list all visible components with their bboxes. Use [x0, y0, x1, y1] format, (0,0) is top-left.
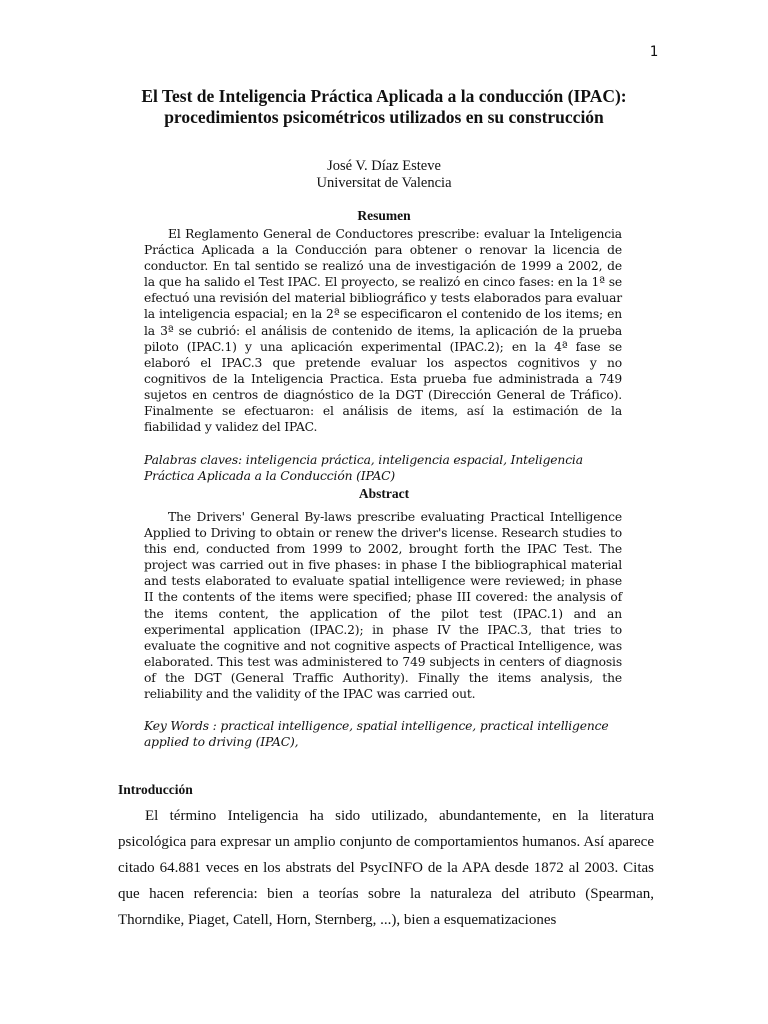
introduccion-heading: Introducción	[118, 782, 193, 797]
page-number: 1	[649, 44, 658, 60]
abstract-heading: Abstract	[358, 486, 410, 501]
title-line-2: procedimientos psicométricos utilizados en su construcción	[164, 107, 604, 127]
resumen-heading: Resumen	[357, 208, 411, 223]
author-name: José V. Díaz Esteve	[327, 158, 441, 174]
abstract-paragraph: The Drivers' General By-laws prescribe evaluating Practical Intelligence Applied to Driving to obtain or renew the driver's license. Research studies to this end, conducted from 1999 to 2002, brought forth the IPAC Test. The project was carried out in five phases: in phase I the bibliographical material and tests elaborated to evaluate spatial intelligence were reviewed; in phase II the contents of the items were specified; phase III covered: the analysis of the items content, the application of the pilot test (IPAC.1) and an experimental application (IPAC.2); in phase IV the IPAC.3, that tries to evaluate the cognitive and not cognitive aspects of Practical Intelligence, was elaborated. This test was administered to 749 subjects in centers of diagnosis of the DGT (General Traffic Authority). Finally the items analysis, the reliability and the validity of the IPAC was carried out.	[144, 510, 622, 702]
introduccion-paragraph: El término Inteligencia ha sido utilizado, abundantemente, en la literatura psicológica para expresar un amplio conjunto de comportamientos humanos. Así aparece citado 64.881 veces en los abstrats del PsycINFO de la APA desde 1872 al 2003. Citas que hacen referencia: bien a teorías sobre la naturaleza del atributo (Spearman, Thorndike, Piaget, Catell, Horn, Sternberg, ...), bien a esquematizaciones	[118, 808, 654, 928]
paper-title	[60, 86, 708, 128]
author-block	[0, 158, 768, 192]
abstract-keywords: Key Words : practical intelligence, spatial intelligence, practical intelligence applied to driving (IPAC),	[144, 719, 609, 749]
title-line-1: El Test de Inteligencia Práctica Aplicada a la conducción (IPAC):	[141, 86, 627, 106]
author-affiliation: Universitat de Valencia	[316, 175, 452, 191]
resumen-body	[144, 226, 622, 435]
abstract-body	[144, 509, 622, 702]
resumen-paragraph: El Reglamento General de Conductores prescribe: evaluar la Inteligencia Práctica Aplicada a la Conducción para obtener o renovar la licencia de conductor. En tal sentido se realizó una de investigación de 1999 a 2002, de la que ha salido el Test IPAC. El proyecto, se realizó en cinco fases: en la 1ª se efectuó una revisión del material bibliográfico y tests elaborados para evaluar la inteligencia espacial; en la 2ª se especificaron el contenido de los items; en la 3ª se cubrió: el análisis de contenido de items, la aplicación de la prueba piloto (IPAC.1) y una aplicación experimental (IPAC.2); en la 4ª fase se elaboró el IPAC.3 que pretende evaluar los aspectos cognitivos y no cognitivos de la Inteligencia Practica. Esta prueba fue administrada a 749 sujetos en centros de diagnóstico de la DGT (Dirección General de Tráfico). Finalmente se efectuaron: el análisis de items, así la estimación de la fiabilidad y validez del IPAC.	[144, 227, 622, 435]
introduccion-body	[118, 803, 654, 933]
resumen-keywords: Palabras claves: inteligencia práctica, inteligencia espacial, Inteligencia Práctica Aplicada a la Conducción (IPAC)	[144, 453, 583, 483]
